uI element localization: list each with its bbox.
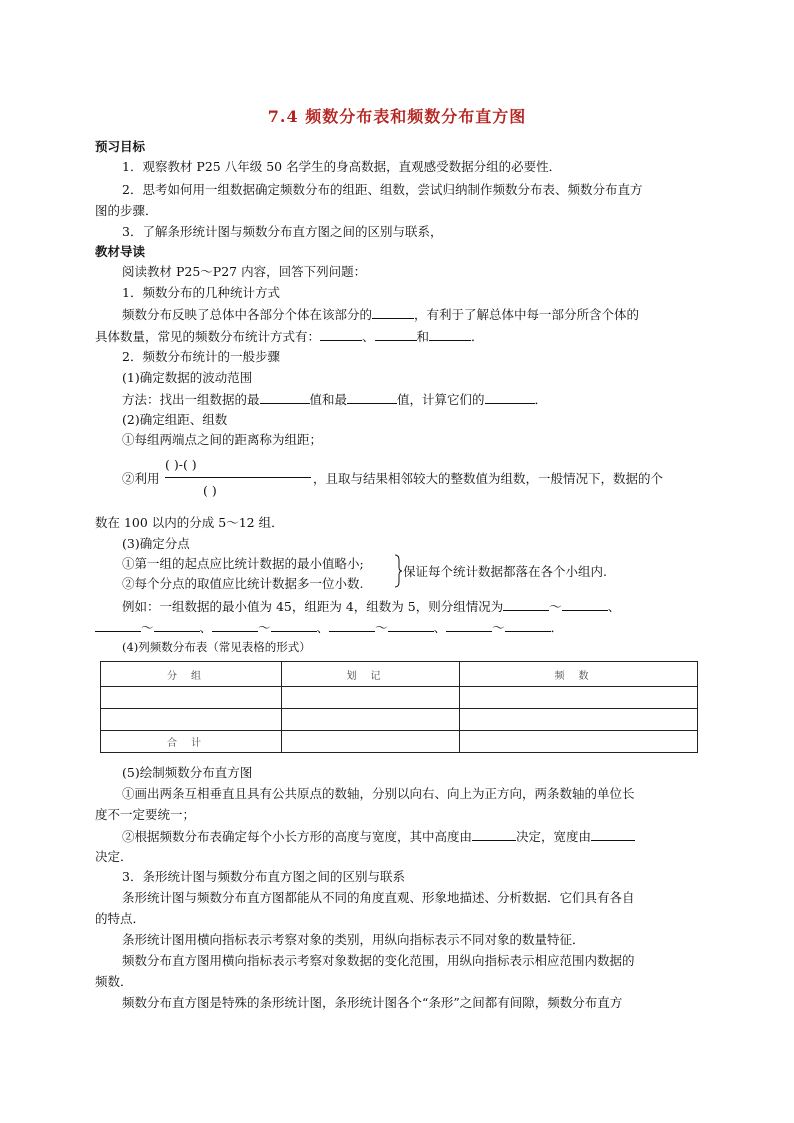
fraction-denominator[interactable]: ( ): [203, 483, 217, 498]
table-cell[interactable]: [460, 731, 698, 753]
step-5-item-2: ②根据频数分布表确定每个小长方形的高度与宽度，其中高度由 决定，宽度由: [122, 827, 635, 846]
step-2-item-2-cont: 数在 100 以内的分成 5～12 组．: [95, 515, 284, 530]
fraction-numerator[interactable]: ( )-( ): [165, 457, 197, 472]
step-4: (4)列频数分布表（常见表格的形式）: [122, 640, 311, 654]
curly-brace-icon: [394, 554, 402, 588]
step-5-item-1: ①画出两条互相垂直且具有公共原点的数轴，分别以向右、向上为正方向，两条数轴的单位长: [122, 786, 635, 801]
step-2-item-2-text: ，且取与结果相邻较大的整数值为组数，一般情况下，数据的个: [313, 471, 664, 486]
step-2-item-2-prefix: ②利用: [122, 471, 160, 486]
section-3-para-1: 条形统计图与频数分布直方图都能从不同的角度直观、形象地描述、分析数据．它们具有各自: [122, 890, 635, 905]
table-cell[interactable]: [282, 731, 460, 753]
table-cell[interactable]: [460, 709, 698, 731]
table-cell[interactable]: [282, 687, 460, 709]
step-1: (1)确定数据的波动范围: [122, 370, 253, 385]
answer-blank[interactable]: [347, 390, 397, 404]
answer-blank[interactable]: [372, 305, 414, 319]
answer-blank[interactable]: [271, 618, 317, 632]
table-header-tally: 划记: [282, 662, 460, 687]
step-1-method: 方法：找出一组数据的最 值和最 值，计算它们的 ．: [122, 392, 548, 407]
table-cell[interactable]: [460, 687, 698, 709]
answer-blank[interactable]: [260, 390, 310, 404]
answer-blank[interactable]: [591, 827, 635, 841]
answer-blank[interactable]: [562, 597, 608, 611]
table-cell[interactable]: [101, 709, 282, 731]
step-2-item-1: ①每组两端点之间的距离称为组距；: [122, 432, 323, 447]
table-cell[interactable]: [101, 687, 282, 709]
answer-blank[interactable]: [388, 618, 434, 632]
answer-blank[interactable]: [503, 597, 549, 611]
frequency-table: [100, 661, 698, 753]
section-3-para-3-cont: 频数．: [95, 974, 133, 989]
answer-blank[interactable]: [154, 618, 200, 632]
table-header-group: 分组: [101, 662, 282, 687]
guide-heading: 教材导读: [95, 244, 146, 259]
section-2-heading: 2．频数分布统计的一般步骤: [122, 349, 280, 364]
table-cell[interactable]: [282, 709, 460, 731]
section-1-line-2: 具体数量，常见的频数分布统计方式有： 、 和 ．: [95, 329, 484, 344]
section-3-para-3: 频数分布直方图用横向指标表示考察对象数据的变化范围，用纵向指标表示相应范围内数据的: [122, 953, 635, 968]
example-line-1: 例如：一组数据的最小值为 45，组距为 4，组数为 5，则分组情况为 ～ 、: [122, 599, 621, 614]
answer-blank[interactable]: [429, 327, 471, 341]
table-total-label: 合计: [101, 731, 282, 753]
table-total-row: [101, 731, 698, 753]
step-3: (3)确定分点: [122, 536, 190, 551]
table-header-row: [101, 662, 698, 687]
step-5-item-2-cont: 决定．: [95, 849, 133, 864]
fraction-bar: [165, 477, 311, 478]
step-3-note: 保证每个统计数据都落在各个小组内.: [403, 564, 607, 579]
answer-blank[interactable]: [485, 390, 535, 404]
guide-intro: 阅读教材 P25～P27 内容，回答下列问题：: [122, 264, 367, 279]
section-3-para-2: 条形统计图用横向指标表示考察对象的类别，用纵向指标表示不同对象的数量特征．: [122, 932, 585, 947]
answer-blank[interactable]: [329, 618, 375, 632]
table-row: [101, 687, 698, 709]
step-3-item-1: ①第一组的起点应比统计数据的最小值略小;: [122, 556, 364, 571]
step-5-item-1-cont: 度不一定要统一；: [95, 807, 196, 822]
preview-heading: 预习目标: [95, 139, 146, 154]
answer-blank[interactable]: [320, 327, 362, 341]
answer-blank[interactable]: [446, 618, 492, 632]
step-2: (2)确定组距、组数: [122, 412, 228, 427]
answer-blank[interactable]: [212, 618, 258, 632]
section-3-para-1-cont: 的特点．: [95, 911, 146, 926]
preview-item-2-cont: 图的步骤．: [95, 203, 158, 218]
group-count-fraction: [165, 456, 311, 502]
section-1-heading: 1．频数分布的几种统计方式: [122, 285, 280, 300]
section-1-line-1: 频数分布反映了总体中各部分个体在该部分的 ，有利于了解总体中每一部分所含个体的: [122, 307, 640, 322]
table-header-frequency: 频数: [460, 662, 698, 687]
section-3-heading: 3．条形统计图与频数分布直方图之间的区别与联系: [122, 869, 405, 884]
section-3-para-4: 频数分布直方图是特殊的条形统计图，条形统计图各个“条形”之间都有间隙，频数分布直方: [122, 995, 623, 1010]
table-row: [101, 709, 698, 731]
preview-item-3: 3．了解条形统计图与频数分布直方图之间的区别与联系，: [122, 224, 443, 239]
answer-blank[interactable]: [472, 827, 516, 841]
page-title: 7.4 频数分布表和频数分布直方图: [267, 107, 527, 126]
answer-blank[interactable]: [505, 618, 551, 632]
step-5: (5)绘制频数分布直方图: [122, 765, 253, 780]
step-3-item-2: ②每个分点的取值应比统计数据多一位小数.: [122, 576, 364, 591]
answer-blank[interactable]: [95, 618, 141, 632]
preview-item-2: 2．思考如何用一组数据确定频数分布的组距、组数，尝试归纳制作频数分布表、频数分布直方: [122, 182, 643, 197]
preview-item-1: 1．观察教材 P25 八年级 50 名学生的身高数据，直观感受数据分组的必要性．: [122, 159, 562, 174]
example-line-2: ～ 、 ～ 、 ～ 、 ～ ．: [95, 618, 563, 637]
answer-blank[interactable]: [375, 327, 417, 341]
